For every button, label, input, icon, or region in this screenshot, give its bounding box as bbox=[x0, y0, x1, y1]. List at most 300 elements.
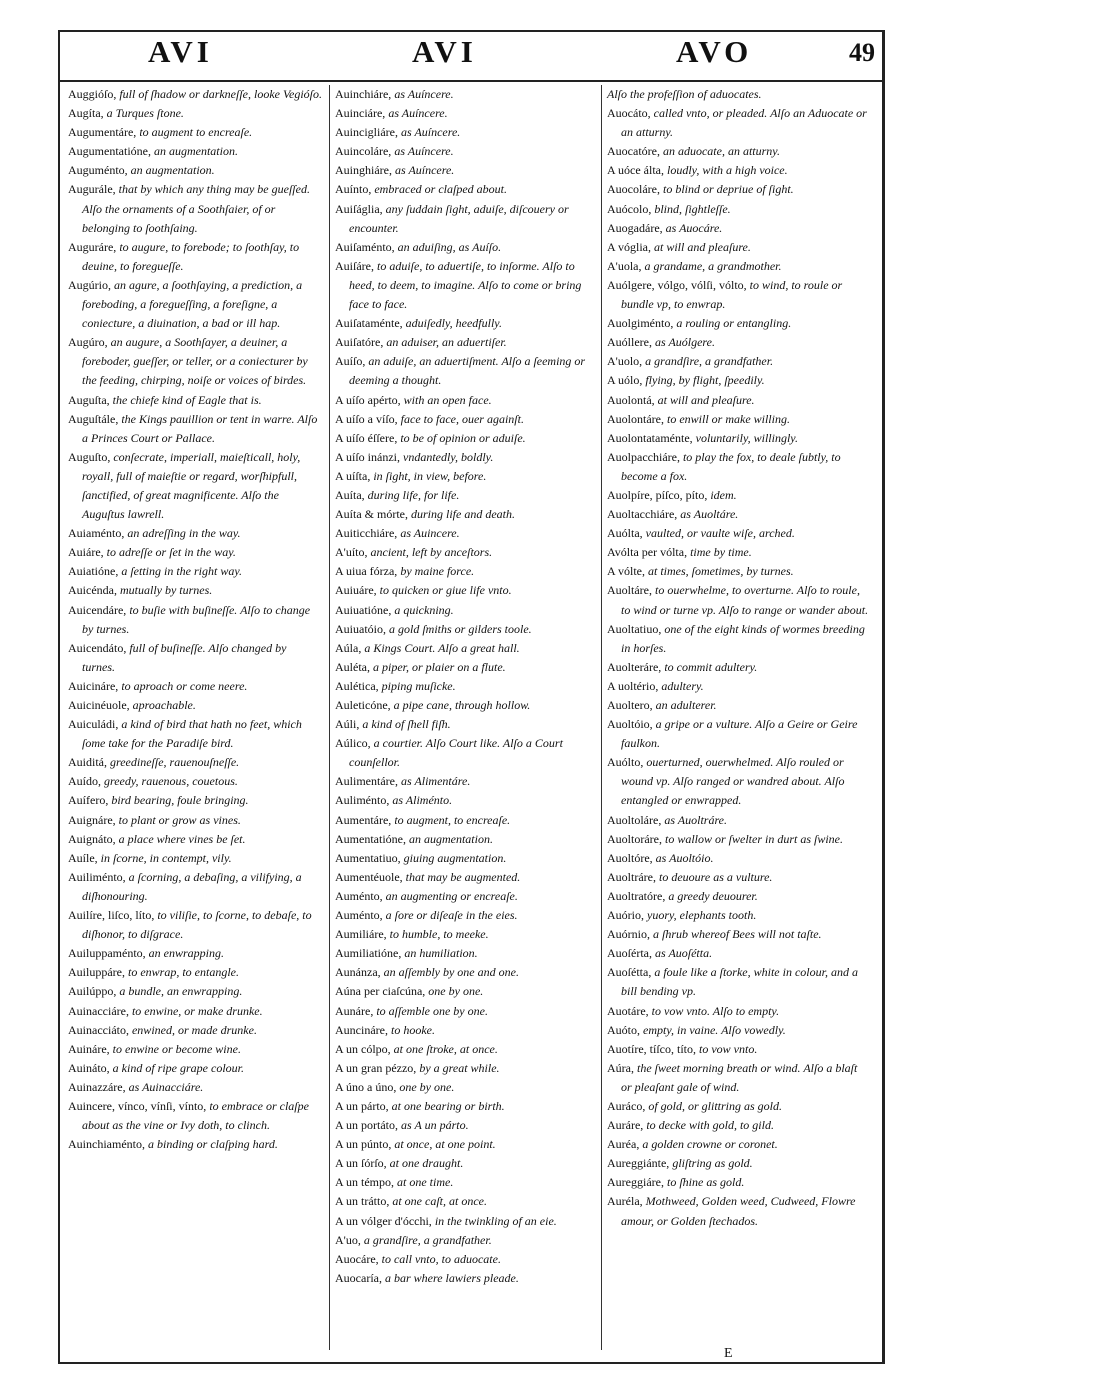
dictionary-column-2 bbox=[335, 85, 595, 1288]
dictionary-entry bbox=[68, 410, 322, 448]
dictionary-entry bbox=[607, 811, 869, 830]
dictionary-entry bbox=[607, 429, 869, 448]
dictionary-entry bbox=[335, 410, 595, 429]
headword: Auolpíre, píſco, píto, bbox=[607, 487, 711, 502]
dictionary-entry bbox=[335, 1250, 595, 1269]
headword: A un ſórſo, bbox=[335, 1156, 390, 1171]
headword: A un trátto, bbox=[335, 1194, 393, 1209]
headword: Auguſta, bbox=[68, 392, 113, 407]
column-separator bbox=[329, 85, 330, 1350]
definition: a gold ſmiths or gilders toole. bbox=[389, 621, 532, 636]
dictionary-entry bbox=[335, 1097, 595, 1116]
dictionary-entry bbox=[607, 562, 869, 581]
dictionary-entry bbox=[335, 486, 595, 505]
dictionary-entry bbox=[607, 1116, 869, 1135]
definition: to blind or depriue of ſight. bbox=[662, 182, 794, 197]
dictionary-entry bbox=[68, 1040, 322, 1059]
headword: Auincere, vínco, vínſi, vínto, bbox=[68, 1098, 210, 1113]
definition: one by one. bbox=[399, 1079, 455, 1094]
dictionary-entry bbox=[607, 677, 869, 696]
headword: Auiculádi, bbox=[68, 717, 122, 732]
definition: a kind of bird that hath no feet, which ſome take for the Paradiſe bird. bbox=[82, 717, 302, 751]
headword: Auoltáre, bbox=[607, 583, 655, 598]
dictionary-entry bbox=[335, 562, 595, 581]
definition: that may be augmented. bbox=[405, 869, 521, 884]
dictionary-entry bbox=[335, 963, 595, 982]
definition: called vnto, or pleaded. Alſo an Aduocate or an atturny. bbox=[621, 106, 867, 140]
dictionary-entry bbox=[335, 639, 595, 658]
dictionary-entry bbox=[607, 963, 869, 1001]
dictionary-entry bbox=[335, 1154, 595, 1173]
headword: Augúrio, bbox=[68, 277, 114, 292]
dictionary-entry bbox=[68, 868, 322, 906]
definition: a ſore or diſeaſe in the eies. bbox=[385, 908, 518, 923]
definition: as Aliménto. bbox=[392, 793, 453, 808]
definition: to buſie with buſineſſe. Alſo to change by turnes. bbox=[82, 602, 311, 636]
definition: one of the eight kinds of wormes breeding in horſes. bbox=[621, 621, 865, 655]
definition: face to face, ouer againſt. bbox=[400, 411, 524, 426]
definition: vaulted, or vaulte wiſe, arched. bbox=[645, 526, 795, 541]
headword: Auoſérta, bbox=[607, 946, 655, 961]
dictionary-entry bbox=[607, 85, 869, 104]
dictionary-entry bbox=[607, 1173, 869, 1192]
definition: to viliſie, to ſcorne, to debaſe, to diſhonor, to diſgrace. bbox=[82, 908, 312, 942]
dictionary-entry bbox=[335, 715, 595, 734]
dictionary-entry bbox=[335, 314, 595, 333]
dictionary-entry bbox=[68, 849, 322, 868]
headword: Auotáre, bbox=[607, 1003, 652, 1018]
headword: Auinchiaménto, bbox=[68, 1137, 148, 1152]
headword: Aúli, bbox=[335, 717, 363, 732]
definition: full of buſineſſe. Alſo changed by turnes. bbox=[82, 640, 287, 674]
dictionary-entry bbox=[335, 333, 595, 352]
definition: to enwill or make willing. bbox=[666, 411, 790, 426]
dictionary-entry bbox=[607, 371, 869, 390]
dictionary-entry bbox=[335, 1269, 595, 1288]
dictionary-entry bbox=[607, 180, 869, 199]
dictionary-entry bbox=[335, 352, 595, 390]
dictionary-entry bbox=[335, 1059, 595, 1078]
definition: an augure, a Soothſayer, a deuiner, a foreboder, gueſſer, or teller, or a coniecturer by the feeding, chirping, noiſe or voices of birdes. bbox=[82, 335, 308, 388]
headword: A un témpo, bbox=[335, 1175, 397, 1190]
headword: Auíle, bbox=[68, 850, 101, 865]
headword: Aúlico, bbox=[335, 736, 374, 751]
headword: A uíſta, bbox=[335, 468, 374, 483]
definition: as Auíncere. bbox=[394, 87, 454, 101]
dictionary-entry bbox=[607, 1021, 869, 1040]
dictionary-entry bbox=[335, 505, 595, 524]
definition: aproachable. bbox=[132, 698, 196, 712]
headword: Aumentéuole, bbox=[335, 869, 406, 884]
dictionary-entry bbox=[335, 658, 595, 677]
definition: to adreſſe or ſet in the way. bbox=[106, 545, 236, 560]
definition: a pipe cane, through hollow. bbox=[393, 698, 531, 712]
definition: at times, ſometimes, by turnes. bbox=[648, 564, 794, 579]
definition: during life and death. bbox=[410, 507, 515, 522]
definition: by maine force. bbox=[400, 564, 475, 579]
headword: Auiuatóio, bbox=[335, 621, 389, 636]
definition: an humiliation. bbox=[404, 946, 478, 961]
definition: to hooke. bbox=[390, 1022, 435, 1037]
definition: at one time. bbox=[397, 1175, 454, 1190]
headword: Auiuatióne, bbox=[335, 602, 395, 617]
headword: Aúra, bbox=[607, 1060, 637, 1075]
headword: Auráre, bbox=[607, 1118, 647, 1133]
headword: Auicénda, bbox=[68, 583, 120, 598]
definition: to humble, to meeke. bbox=[389, 927, 489, 942]
dictionary-entry bbox=[607, 142, 869, 161]
definition: a ſcorning, a debaſing, a vilifying, a diſhonouring. bbox=[82, 869, 302, 903]
dictionary-column-3 bbox=[607, 85, 869, 1231]
definition: piping muſicke. bbox=[381, 678, 456, 693]
dictionary-entry bbox=[335, 1231, 595, 1250]
definition: to embrace or claſpe about as the vine or Ivy doth, to clinch. bbox=[82, 1098, 309, 1133]
headword: Auréla, bbox=[607, 1194, 646, 1209]
headword: Auoltratóre, bbox=[607, 888, 669, 903]
headword: Augumentatióne, bbox=[68, 144, 154, 159]
headword: A un vólger d'ócchi, bbox=[335, 1213, 435, 1228]
definition: a bar where lawiers pleade. bbox=[384, 1270, 519, 1285]
headword: Auocoláre, bbox=[607, 182, 663, 197]
header-rule bbox=[58, 80, 883, 82]
dictionary-entry bbox=[335, 1040, 595, 1059]
headword: Auolpacchiáre, bbox=[607, 449, 683, 464]
headword: Auiáre, bbox=[68, 545, 107, 560]
dictionary-entry bbox=[607, 581, 869, 619]
dictionary-entry bbox=[68, 238, 322, 276]
dictionary-entry bbox=[335, 677, 595, 696]
definition: in the twinkling of an eie. bbox=[434, 1213, 557, 1228]
definition: loudly, with a high voice. bbox=[666, 163, 788, 178]
definition: to vow vnto. bbox=[699, 1041, 758, 1056]
headword: Aunáre, bbox=[335, 1003, 377, 1018]
dictionary-entry bbox=[68, 772, 322, 791]
headword: Aulética, bbox=[335, 678, 382, 693]
dictionary-entry bbox=[335, 696, 595, 715]
definition: greedy, rauenous, couetous. bbox=[104, 774, 238, 789]
definition: yuory, elephants tooth. bbox=[647, 908, 757, 923]
definition: enwined, or made drunke. bbox=[131, 1022, 257, 1037]
headword: A un púnto, bbox=[335, 1137, 395, 1152]
headword: Auincigliáre, bbox=[335, 125, 401, 140]
definition: as Auíncere. bbox=[388, 106, 448, 121]
headword: A'uo, bbox=[335, 1232, 364, 1247]
headword: Aureggiáre, bbox=[607, 1175, 667, 1190]
definition: in ſight, in view, before. bbox=[373, 468, 487, 483]
definition: a Kings Court. Alſo a great hall. bbox=[364, 640, 520, 655]
dictionary-entry bbox=[335, 391, 595, 410]
dictionary-entry bbox=[607, 1097, 869, 1116]
headword: Auináto, bbox=[68, 1060, 113, 1075]
dictionary-entry bbox=[607, 1192, 869, 1230]
dictionary-entry bbox=[68, 161, 322, 180]
definition: at will and pleaſure. bbox=[657, 392, 755, 407]
headword: Auncináre, bbox=[335, 1022, 391, 1037]
headword: A un gran pézzo, bbox=[335, 1060, 420, 1075]
headword: A uíſo éſſere, bbox=[335, 430, 401, 445]
dictionary-entry bbox=[335, 180, 595, 199]
dictionary-entry bbox=[607, 868, 869, 887]
dictionary-entry bbox=[335, 1135, 595, 1154]
definition: to call vnto, to aduocate. bbox=[381, 1251, 501, 1266]
definition: giuing augmentation. bbox=[403, 850, 507, 865]
headword: A úno a úno, bbox=[335, 1079, 400, 1094]
definition: flying, by flight, ſpeedily. bbox=[645, 373, 765, 388]
definition: as Auoſétta. bbox=[654, 946, 713, 961]
definition: at one caſt, at once. bbox=[392, 1194, 487, 1209]
definition: an aſſembly by one and one. bbox=[383, 965, 519, 980]
definition: an augmenting or encreaſe. bbox=[385, 888, 518, 903]
headword: Auinghiáre, bbox=[335, 163, 395, 178]
headword: A uíſo apérto, bbox=[335, 392, 404, 407]
definition: that by which any thing may be gueſſed. Alſo the ornaments of a Soothſaier, of or belonging to ſoothſaing. bbox=[82, 182, 310, 235]
definition: to aſſemble one by one. bbox=[376, 1003, 488, 1018]
dictionary-entry bbox=[607, 944, 869, 963]
dictionary-entry bbox=[335, 467, 595, 486]
headword: Auocáre, bbox=[335, 1251, 382, 1266]
definition: a kind of ſhell fiſh. bbox=[362, 717, 451, 732]
definition: to wallow or ſwelter in durt as ſwine. bbox=[664, 831, 843, 846]
dictionary-entry bbox=[68, 601, 322, 639]
dictionary-entry bbox=[335, 142, 595, 161]
headword: A uíſo inánzi, bbox=[335, 449, 403, 464]
dictionary-entry bbox=[607, 486, 869, 505]
definition: any ſuddain ſight, aduiſe, diſcouery or encounter. bbox=[349, 201, 569, 235]
dictionary-entry bbox=[607, 219, 869, 238]
headword: Auicendáto, bbox=[68, 640, 130, 655]
dictionary-entry bbox=[68, 448, 322, 524]
headword: Auleticóne, bbox=[335, 698, 394, 712]
dictionary-entry bbox=[335, 1212, 595, 1231]
headword: Auoltatiuo, bbox=[607, 621, 665, 636]
definition: the chiefe kind of Eagle that is. bbox=[112, 392, 262, 407]
headword: A'uíto, bbox=[335, 545, 371, 560]
dictionary-entry bbox=[335, 944, 595, 963]
headword: Aumentáre, bbox=[335, 812, 395, 827]
definition: voluntarily, willingly. bbox=[695, 430, 798, 445]
running-head-center: AVI bbox=[412, 34, 477, 69]
headword: Auoltóre, bbox=[607, 850, 656, 865]
dictionary-entry bbox=[335, 448, 595, 467]
definition: an augmentation. bbox=[130, 163, 215, 178]
definition: as Auincere. bbox=[400, 526, 460, 541]
headword: A vólte, bbox=[607, 564, 648, 579]
headword: Auoltacchiáre, bbox=[607, 507, 681, 522]
headword: Auiſatóre, bbox=[335, 335, 387, 350]
definition: an aduiser, an aduertiſer. bbox=[386, 335, 507, 350]
headword: Auócolo, bbox=[607, 201, 655, 216]
headword: Auólta, bbox=[607, 526, 646, 541]
definition: as Alimentáre. bbox=[400, 774, 471, 789]
headword: Auinacciáto, bbox=[68, 1022, 132, 1037]
definition: embraced or claſped about. bbox=[374, 182, 507, 197]
headword: Auinazzáre, bbox=[68, 1079, 129, 1094]
definition: mutually by turnes. bbox=[119, 583, 213, 598]
dictionary-entry bbox=[607, 620, 869, 658]
dictionary-entry bbox=[335, 161, 595, 180]
definition: a golden crowne or coronet. bbox=[642, 1137, 778, 1152]
headword: Auicendáre, bbox=[68, 602, 130, 617]
dictionary-entry bbox=[335, 811, 595, 830]
dictionary-entry bbox=[68, 906, 322, 944]
dictionary-entry bbox=[68, 104, 322, 123]
dictionary-entry bbox=[335, 772, 595, 791]
dictionary-entry bbox=[335, 1173, 595, 1192]
definition: a binding or claſping hard. bbox=[147, 1137, 278, 1152]
column-separator bbox=[601, 85, 602, 1350]
definition: to commit adultery. bbox=[664, 659, 758, 674]
headword: A uólo, bbox=[607, 373, 646, 388]
headword: Auiſáglia, bbox=[335, 201, 386, 216]
dictionary-entry bbox=[607, 104, 869, 142]
headword: A'uola, bbox=[607, 258, 645, 273]
definition: to decke with gold, to gild. bbox=[646, 1118, 774, 1133]
definition: an aduiſing, as Auíſo. bbox=[397, 239, 502, 254]
dictionary-entry bbox=[68, 811, 322, 830]
headword: Auoltoláre, bbox=[607, 812, 665, 827]
dictionary-entry bbox=[335, 1078, 595, 1097]
definition: the Kings pauillion or tent in warre. Alſo a Princes Court or Pallace. bbox=[82, 411, 318, 445]
headword: Auiluppáre, bbox=[68, 965, 128, 980]
headword: Auráco, bbox=[607, 1098, 649, 1113]
dictionary-entry bbox=[335, 925, 595, 944]
dictionary-entry bbox=[68, 562, 322, 581]
dictionary-entry bbox=[68, 1078, 322, 1097]
headword: Auménto, bbox=[335, 908, 386, 923]
definition: one by one. bbox=[428, 984, 484, 999]
headword: Auggióſo, bbox=[68, 87, 120, 101]
definition: an aduocate, an atturny. bbox=[662, 144, 780, 159]
definition: as A un párto. bbox=[401, 1118, 469, 1133]
dictionary-entry bbox=[335, 85, 595, 104]
definition: to aproach or come neere. bbox=[121, 678, 248, 693]
dictionary-entry bbox=[607, 887, 869, 906]
definition: ouerturned, ouerwhelmed. Alſo rouled or wound vp. Alſo ranged or wandred about. Alſo entangled or enwrapped. bbox=[621, 755, 845, 808]
headword: A uoltério, bbox=[607, 678, 662, 693]
definition: to be of opinion or aduiſe. bbox=[400, 430, 526, 445]
headword: Auiſataménte, bbox=[335, 316, 406, 331]
dictionary-entry bbox=[68, 524, 322, 543]
headword: Auiſáre, bbox=[335, 258, 377, 273]
definition: to ſhine as gold. bbox=[666, 1175, 745, 1190]
definition: an enwrapping. bbox=[148, 946, 224, 961]
running-head-left: AVI bbox=[148, 34, 213, 69]
dictionary-entry bbox=[68, 581, 322, 600]
dictionary-entry bbox=[335, 601, 595, 620]
dictionary-entry bbox=[607, 391, 869, 410]
definition: a grandame, a grandmother. bbox=[644, 258, 782, 273]
headword: Auolontáre, bbox=[607, 411, 667, 426]
headword: Aulimentáre, bbox=[335, 774, 401, 789]
dictionary-entry bbox=[607, 505, 869, 524]
headword: Aumiliatióne, bbox=[335, 946, 405, 961]
definition: to ouerwhelme, to overturne. Alſo to roule, to wind or turne vp. Alſo to range or wander about. bbox=[621, 583, 869, 617]
headword: Auínto, bbox=[335, 182, 375, 197]
running-head-right: AVO bbox=[676, 34, 753, 69]
page-number: 49 bbox=[849, 38, 875, 67]
headword: Auiſaménto, bbox=[335, 239, 398, 254]
dictionary-entry bbox=[607, 830, 869, 849]
dictionary-entry bbox=[335, 1021, 595, 1040]
dictionary-entry bbox=[335, 1116, 595, 1135]
headword: Auórnio, bbox=[607, 927, 653, 942]
dictionary-entry bbox=[607, 1154, 869, 1173]
definition: to enwrap, to entangle. bbox=[127, 965, 239, 980]
headword: Auogadáre, bbox=[607, 220, 666, 235]
headword: Auinchiáre, bbox=[335, 87, 395, 101]
definition: full of ſhadow or darkneſſe, looke Vegióſo. bbox=[119, 87, 322, 101]
dictionary-entry bbox=[335, 830, 595, 849]
definition: a kind of ripe grape colour. bbox=[112, 1060, 244, 1075]
dictionary-entry bbox=[68, 963, 322, 982]
definition: a gripe or a vulture. Alſo a Geire or Geire faulkon. bbox=[621, 717, 858, 751]
definition: greedineſſe, rauenouſneſſe. bbox=[110, 755, 240, 770]
dictionary-entry bbox=[68, 333, 322, 390]
headword: Auólgere, vólgo, vólſi, vólto, bbox=[607, 277, 750, 292]
dictionary-entry bbox=[607, 352, 869, 371]
dictionary-entry bbox=[68, 753, 322, 772]
headword: Auoltóio, bbox=[607, 717, 656, 732]
dictionary-entry bbox=[68, 1002, 322, 1021]
headword: A un portáto, bbox=[335, 1118, 401, 1133]
headword: A uíſo a víſo, bbox=[335, 411, 401, 426]
headword: Auocáto, bbox=[607, 106, 654, 121]
definition: as Auoltráre. bbox=[664, 812, 727, 827]
definition: ancient, left by anceſtors. bbox=[370, 545, 493, 560]
definition: adultery. bbox=[661, 678, 704, 693]
dictionary-entry bbox=[68, 1097, 322, 1135]
dictionary-entry bbox=[607, 1002, 869, 1021]
headword: Auguménto, bbox=[68, 163, 131, 178]
definition: an adreſſing in the way. bbox=[127, 526, 241, 541]
definition: at will and pleaſure. bbox=[654, 239, 751, 254]
definition: to enwine, or make drunke. bbox=[131, 1003, 263, 1018]
definition: as Auíncere. bbox=[400, 125, 461, 140]
headword: A vóglia, bbox=[607, 239, 654, 254]
headword: Auiliménto, bbox=[68, 869, 129, 884]
definition: gliſtring as gold. bbox=[672, 1156, 753, 1171]
definition: a grandſire, a grandfather. bbox=[363, 1232, 492, 1247]
dictionary-entry bbox=[335, 238, 595, 257]
dictionary-entry bbox=[607, 1135, 869, 1154]
headword: Auinacciáre, bbox=[68, 1003, 132, 1018]
definition: an agure, a ſoothſaying, a prediction, a foreboding, a foregueſſing, a foreſigne, a coniecture, a diuination, a bad or ill hap. bbox=[82, 277, 303, 331]
dictionary-entry bbox=[68, 85, 322, 104]
definition: to quicken or giue life vnto. bbox=[379, 583, 512, 598]
headword: Auocaría, bbox=[335, 1270, 385, 1285]
dictionary-entry bbox=[68, 180, 322, 237]
definition: an augmentation. bbox=[153, 144, 238, 159]
definition: idem. bbox=[710, 487, 737, 502]
dictionary-entry bbox=[68, 944, 322, 963]
headword: Auolgiménto, bbox=[607, 316, 677, 331]
headword: Auolontá, bbox=[607, 392, 658, 407]
definition: to enwine or become wine. bbox=[112, 1041, 241, 1056]
headword: Aumiliáre, bbox=[335, 927, 390, 942]
definition: as Auocáre. bbox=[665, 220, 723, 235]
headword: A un párto, bbox=[335, 1098, 392, 1113]
definition: the ſweet morning breath or wind. Alſo a blaſt or pleaſant gale of wind. bbox=[621, 1060, 858, 1094]
definition: to plant or grow as vines. bbox=[118, 812, 241, 827]
definition: a foule like a ſtorke, white in colour, and a bill bending vp. bbox=[621, 965, 858, 999]
headword: Auólto, bbox=[607, 755, 647, 770]
headword: Auréa, bbox=[607, 1137, 643, 1152]
dictionary-entry bbox=[607, 448, 869, 486]
dictionary-entry bbox=[607, 658, 869, 677]
dictionary-entry bbox=[68, 123, 322, 142]
dictionary-entry bbox=[68, 830, 322, 849]
headword: Auocatóre, bbox=[607, 144, 663, 159]
